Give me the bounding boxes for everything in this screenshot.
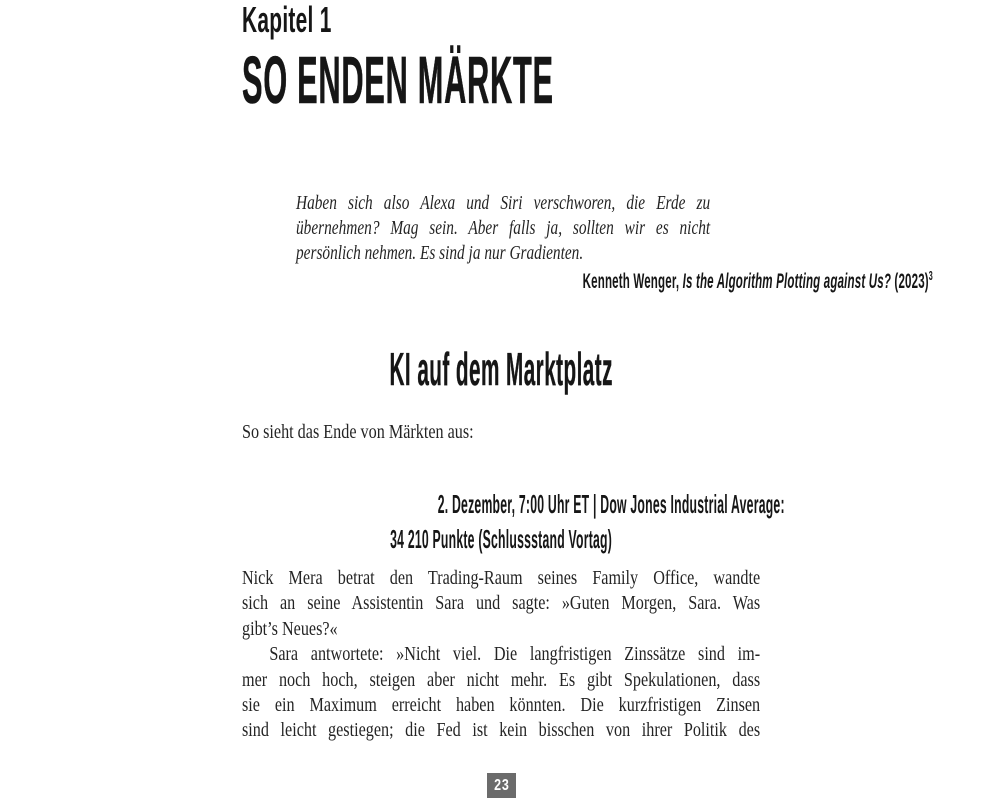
body-line: mer noch hoch, steigen aber nicht mehr. Es gibt Spekulationen, dass — [242, 669, 761, 691]
body-text — [242, 566, 760, 744]
footnote-marker: 3 — [928, 268, 933, 283]
body-line: Sara antwortete: »Nicht viel. Die langfristigen Zinssätze sind im- — [269, 644, 761, 666]
attribution-work-title: Is the Algorithm Plotting against Us? — [682, 270, 892, 293]
chapter-label-text: Kapitel 1 — [242, 0, 332, 40]
body-line: sie ein Maximum erreicht haben könnten. Die kurzfristigen Zinsen — [242, 695, 761, 717]
section-heading — [242, 344, 760, 394]
body-line: Nick Mera betrat den Trading-Raum seines Family Office, wandte — [242, 568, 761, 589]
chapter-title — [242, 43, 920, 118]
market-banner — [242, 487, 785, 557]
body-paragraph — [242, 642, 760, 744]
attribution-text — [583, 270, 933, 293]
market-banner-line-2: 34 210 Punkte (Schlussstand Vortag) — [390, 524, 612, 554]
body-paragraph — [242, 566, 760, 642]
chapter-title-text: SO ENDEN MÄRKTE — [242, 43, 554, 118]
epigraph-line: übernehmen? Mag sein. Aber falls ja, sollten wir es nicht — [296, 217, 711, 239]
page-number-badge — [487, 773, 516, 798]
epigraph-attribution — [296, 268, 933, 293]
body-line: sind leicht gestiegen; die Fed ist kein bisschen von ihrer Politik des — [242, 720, 761, 742]
epigraph-block — [296, 191, 710, 266]
attribution-year: (2023) — [891, 270, 929, 293]
section-intro: So sieht das Ende von Märkten aus: — [242, 422, 474, 443]
section-heading-text: KI auf dem Marktplatz — [389, 343, 613, 395]
attribution-author: Kenneth Wenger, — [582, 270, 683, 293]
page-number: 23 — [493, 776, 510, 794]
market-banner-line-1: 2. Dezember, 7:00 Uhr ET | Dow Jones Industrial Average: — [437, 489, 785, 519]
epigraph-line: Haben sich also Alexa und Siri verschworen, die Erde zu — [296, 192, 711, 214]
body-line: sich an seine Assistentin Sara und sagte: »Guten Morgen, Sara. Was — [242, 593, 761, 615]
epigraph-line: persönlich nehmen. Es sind ja nur Gradienten. — [296, 242, 584, 264]
body-line: gibt’s Neues?« — [242, 618, 338, 640]
chapter-label — [242, 0, 397, 40]
